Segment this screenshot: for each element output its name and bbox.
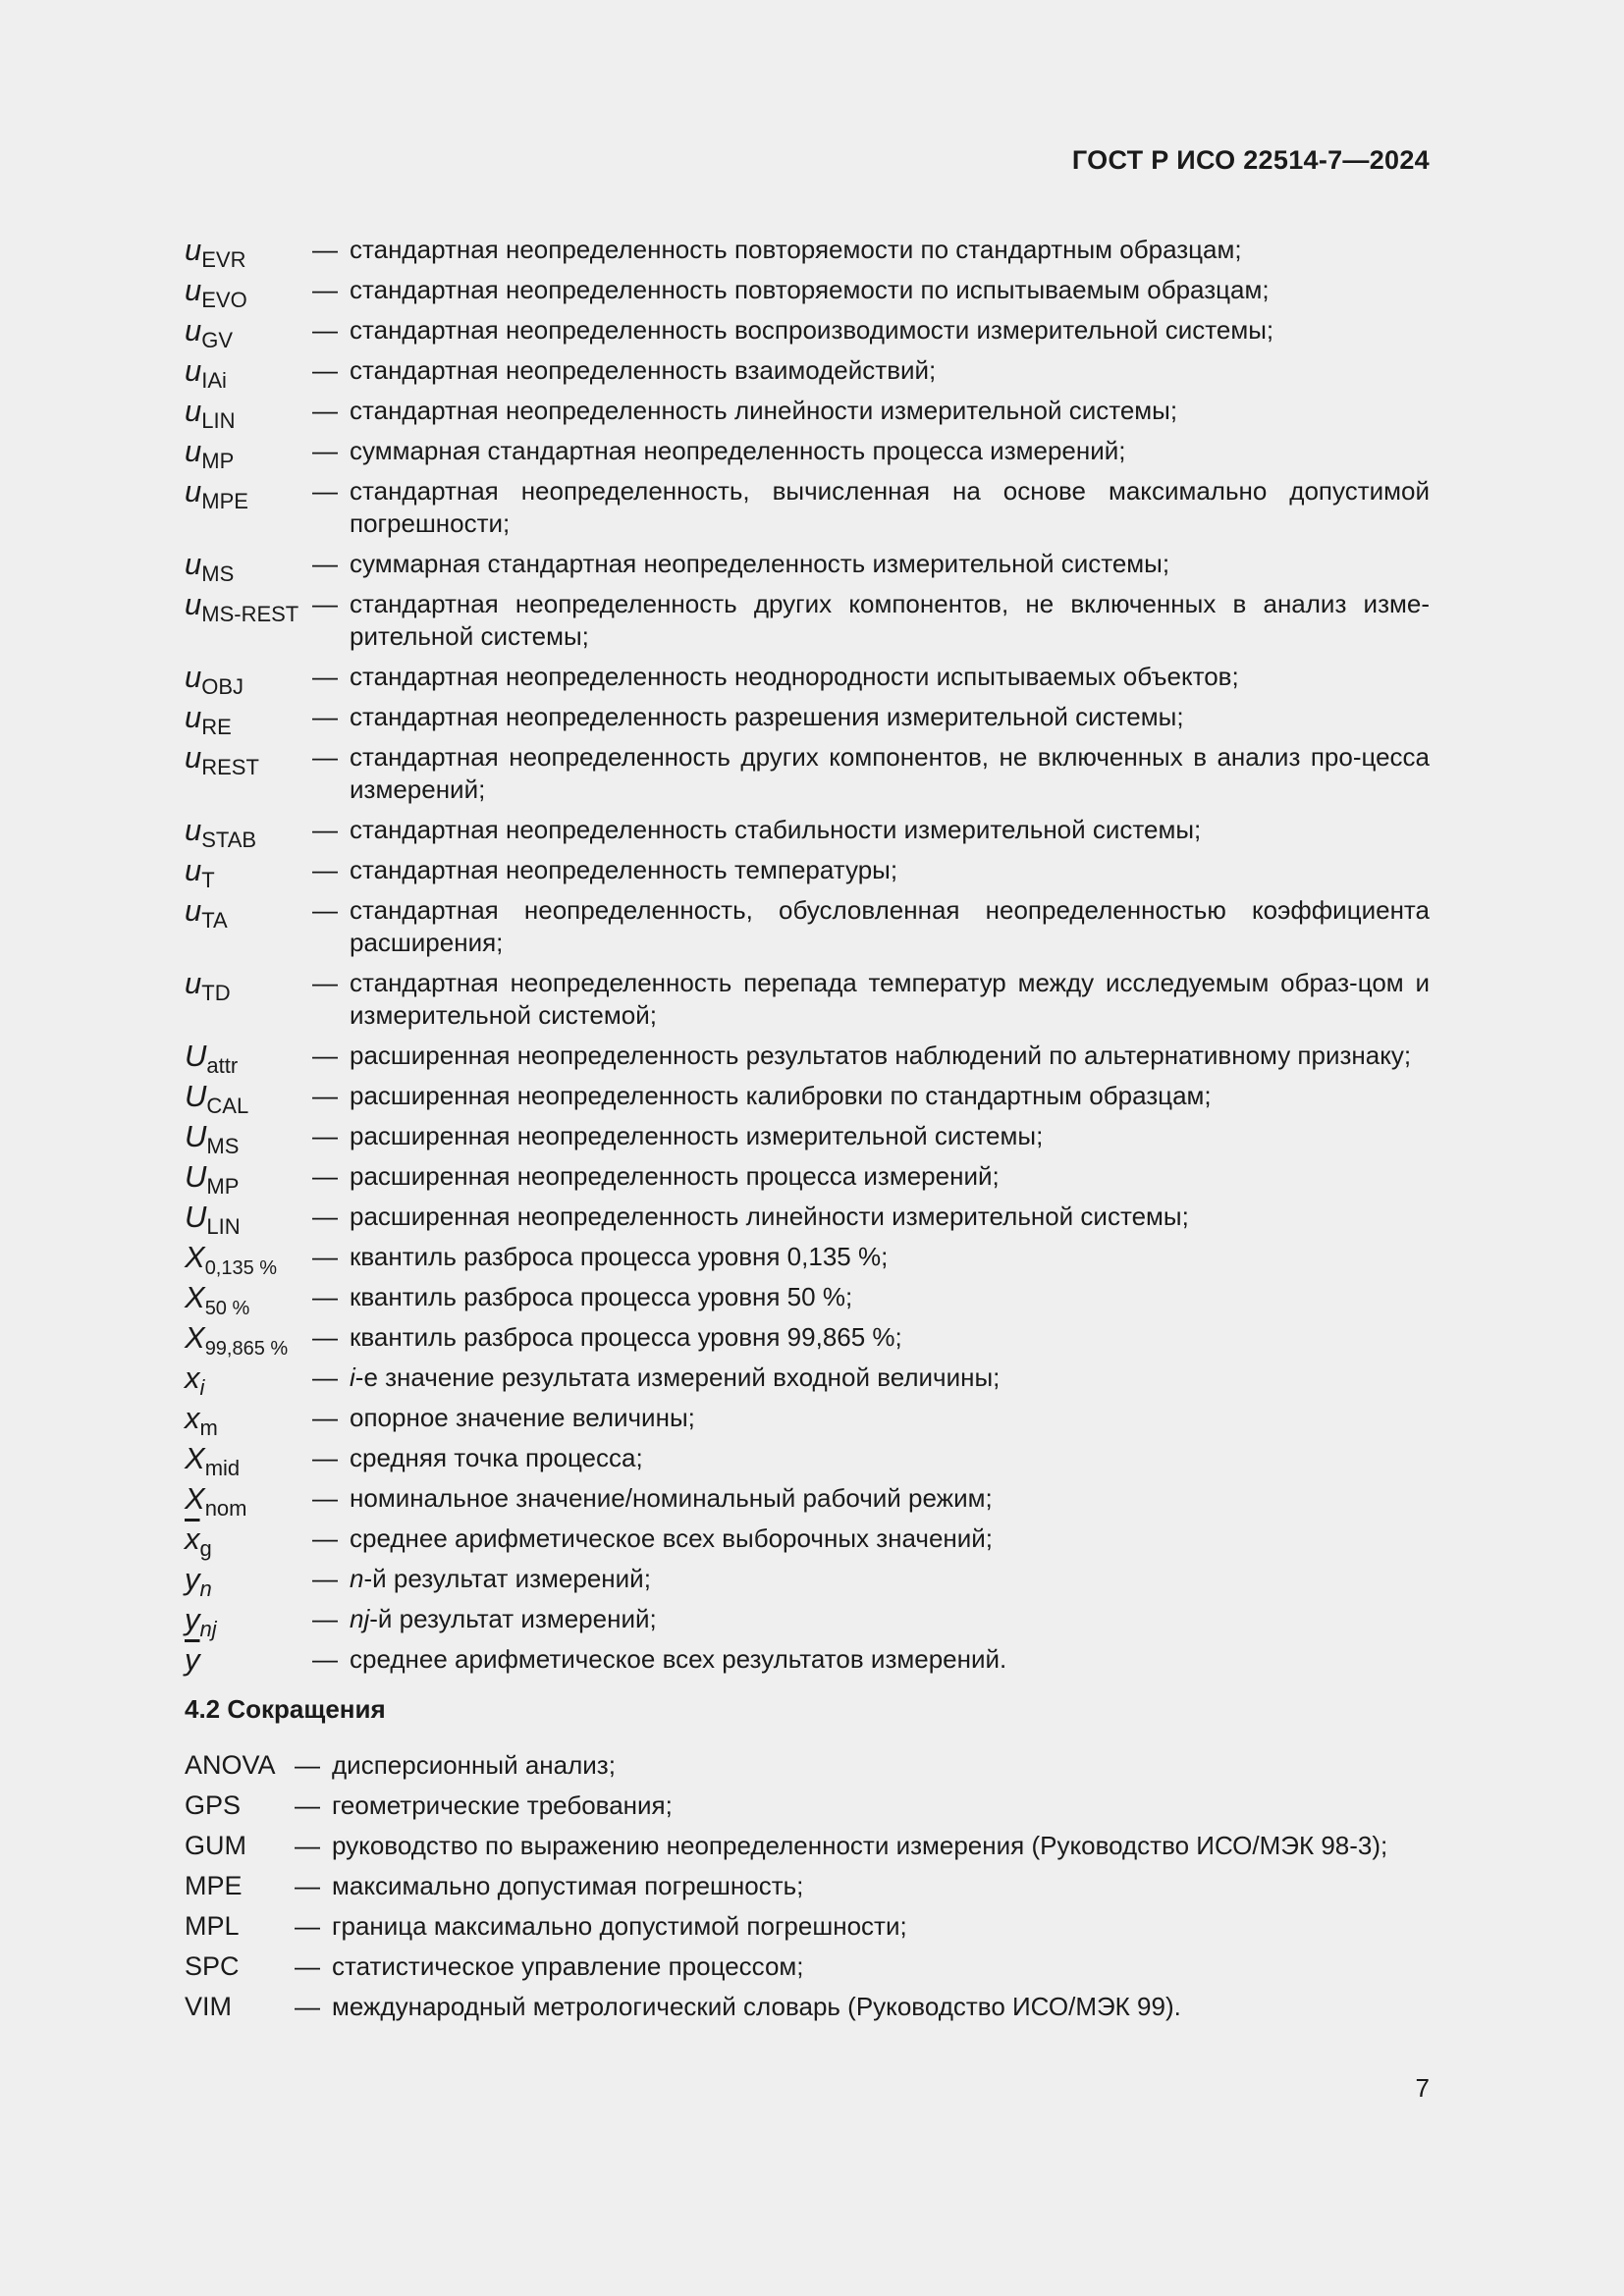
list-item [185, 1159, 1430, 1199]
abbreviation: SPC [185, 1951, 240, 1981]
list-item [185, 894, 1430, 959]
dash: — [312, 355, 338, 385]
dash: — [312, 1483, 338, 1513]
symbol: $U_{MP}$ [185, 1159, 240, 1199]
symbol: $\overline{x}_g$ [185, 1522, 212, 1561]
symbol-description: квантиль разброса процесса уровня 0,135 %; [350, 1242, 889, 1271]
symbol: $u_{MP}$ [185, 434, 235, 473]
dash: — [312, 702, 338, 731]
symbol: $x_m$ [185, 1401, 218, 1440]
abbreviation: VIM [185, 1992, 233, 2021]
list-item [185, 1910, 1441, 1943]
symbol-description: стандартная неопределенность линейности измерительной системы; [350, 396, 1178, 425]
symbol-description: суммарная стандартная неопределенность измерительной системы; [350, 549, 1170, 578]
symbol-description: расширенная неопределенность калибровки по стандартным образцам; [350, 1081, 1212, 1110]
dash: — [312, 1604, 338, 1633]
list-item [185, 1789, 1441, 1822]
list-item [185, 1481, 1430, 1521]
abbreviation-list [185, 1749, 1441, 2031]
list-item [185, 813, 1430, 852]
list-item [185, 1950, 1441, 1983]
list-item [185, 1562, 1430, 1601]
list-item [185, 588, 1430, 653]
symbol: $u_T$ [185, 853, 215, 892]
dash: — [312, 815, 338, 844]
symbol-description: средняя точка процесса; [350, 1443, 643, 1472]
abbreviation-description: граница максимально допустимой погрешности; [332, 1911, 907, 1941]
symbol: $u_{OBJ}$ [185, 660, 244, 699]
symbol-description: стандартная неопределенность повторяемости по испытываемым образцам; [350, 275, 1270, 304]
symbol-description: стандартная неопределенность температуры; [350, 855, 898, 884]
symbol: $X_{mid}$ [185, 1441, 241, 1480]
symbol: $x_i$ [185, 1361, 205, 1400]
abbreviation: GPS [185, 1790, 242, 1820]
abbreviation-description: статистическое управление процессом; [332, 1951, 804, 1981]
symbol: $u_{EVR}$ [185, 233, 246, 272]
abbreviation: MPE [185, 1871, 243, 1900]
symbol-description: n-й результат измерений; [350, 1564, 651, 1593]
symbol-description: i-е значение результата измерений входной величины; [350, 1362, 1001, 1392]
abbreviation-description: максимально допустимая погрешность; [332, 1871, 804, 1900]
symbol: $y_{nj}$ [185, 1602, 217, 1641]
symbol-description: опорное значение величины; [350, 1403, 695, 1432]
list-item [185, 1643, 1430, 1676]
list-item [185, 1991, 1441, 2023]
list-item [185, 1361, 1430, 1400]
dash: — [312, 436, 338, 465]
dash: — [312, 1081, 338, 1110]
symbol: $U_{attr}$ [185, 1039, 239, 1078]
symbol: $u_{GV}$ [185, 313, 234, 352]
list-item [185, 1830, 1441, 1862]
symbol: $X_{nom}$ [185, 1481, 247, 1521]
list-item [185, 741, 1430, 806]
symbol: $u_{IAi}$ [185, 353, 227, 393]
symbol-description: стандартная неопределенность разрешения измерительной системы; [350, 702, 1184, 731]
dash: — [295, 1951, 320, 1981]
abbreviation-description: геометрические требования; [332, 1790, 673, 1820]
symbol: $u_{STAB}$ [185, 813, 257, 852]
symbol: $X_{50 \%}$ [185, 1280, 250, 1319]
list-item [185, 1320, 1430, 1360]
symbol: $\overline{y}$ [185, 1642, 200, 1677]
symbol-description: расширенная неопределенность результатов наблюдений по альтернативному признаку; [350, 1041, 1412, 1070]
abbreviation: GUM [185, 1831, 246, 1860]
section-heading: 4.2 Сокращения [185, 1694, 386, 1724]
dash: — [312, 1201, 338, 1231]
symbol-description: стандартная неопределенность, вычисленная на основе максимально допустимой погрешности; [350, 476, 1430, 538]
symbol: $u_{TD}$ [185, 966, 231, 1005]
dash: — [295, 1911, 320, 1941]
list-item [185, 1401, 1430, 1440]
list-item [185, 353, 1430, 393]
symbol-description: стандартная неопределенность неоднородности испытываемых объектов; [350, 662, 1239, 691]
dash: — [312, 1161, 338, 1191]
symbol: $u_{MPE}$ [185, 474, 248, 513]
list-item [185, 853, 1430, 892]
dash: — [312, 396, 338, 425]
list-item [185, 1079, 1430, 1118]
symbol-description: стандартная неопределенность, обусловленная неопределенностью коэффициента расширения; [350, 895, 1430, 957]
dash: — [312, 1443, 338, 1472]
symbol: $u_{LIN}$ [185, 394, 236, 433]
symbol: $u_{REST}$ [185, 740, 259, 779]
dash: — [312, 235, 338, 264]
symbol-description: стандартная неопределенность перепада температур между исследуемым образ-цом и измерительной системой; [350, 968, 1430, 1030]
dash: — [312, 315, 338, 345]
dash: — [295, 1790, 320, 1820]
dash: — [312, 589, 338, 618]
dash: — [312, 1322, 338, 1352]
symbol: $u_{TA}$ [185, 893, 228, 933]
list-item [185, 313, 1430, 352]
abbreviation-description: дисперсионный анализ; [332, 1750, 616, 1780]
dash: — [312, 476, 338, 506]
symbol: $u_{RE}$ [185, 700, 232, 739]
symbol-description: стандартная неопределенность взаимодействий; [350, 355, 937, 385]
symbol: $U_{LIN}$ [185, 1200, 241, 1239]
abbreviation: MPL [185, 1911, 240, 1941]
symbol-description: nj-й результат измерений; [350, 1604, 657, 1633]
symbol-description: суммарная стандартная неопределенность процесса измерений; [350, 436, 1126, 465]
symbol-description: стандартная неопределенность других компонентов, не включенных в анализ изме-рительной системы; [350, 589, 1430, 651]
symbol-list [185, 234, 1430, 1683]
symbol: $u_{EVO}$ [185, 273, 247, 312]
dash: — [295, 1831, 320, 1860]
dash: — [312, 549, 338, 578]
symbol: $y_n$ [185, 1562, 212, 1601]
symbol-description: стандартная неопределенность стабильности измерительной системы; [350, 815, 1202, 844]
list-item [185, 475, 1430, 540]
symbol-description: расширенная неопределенность измерительной системы; [350, 1121, 1044, 1150]
dash: — [312, 275, 338, 304]
list-item [185, 1280, 1430, 1319]
dash: — [312, 1523, 338, 1553]
symbol-description: номинальное значение/номинальный рабочий режим; [350, 1483, 993, 1513]
dash: — [312, 855, 338, 884]
symbol: $U_{CAL}$ [185, 1079, 249, 1118]
symbol-description: стандартная неопределенность повторяемости по стандартным образцам; [350, 235, 1242, 264]
symbol-description: стандартная неопределенность других компонентов, не включенных в анализ про-цесса измерений; [350, 742, 1430, 804]
dash: — [312, 1041, 338, 1070]
abbreviation: ANOVA [185, 1750, 276, 1780]
symbol: $u_{MS-REST}$ [185, 587, 299, 626]
list-item [185, 1749, 1441, 1782]
symbol-description: квантиль разброса процесса уровня 50 %; [350, 1282, 853, 1311]
list-item [185, 1119, 1430, 1158]
dash: — [312, 1242, 338, 1271]
symbol: $U_{MS}$ [185, 1119, 240, 1158]
list-item [185, 273, 1430, 312]
dash: — [295, 1871, 320, 1900]
symbol-description: квантиль разброса процесса уровня 99,865 %; [350, 1322, 902, 1352]
list-item [185, 1200, 1430, 1239]
page-number: 7 [1415, 2073, 1430, 2103]
symbol: $u_{MS}$ [185, 547, 235, 586]
list-item [185, 233, 1430, 272]
dash: — [312, 1564, 338, 1593]
list-item [185, 547, 1430, 586]
list-item [185, 700, 1430, 739]
symbol-description: среднее арифметическое всех выборочных значений; [350, 1523, 994, 1553]
dash: — [312, 1362, 338, 1392]
abbreviation-description: международный метрологический словарь (Руководство ИСО/МЭК 99). [332, 1992, 1181, 2021]
list-item [185, 1240, 1430, 1279]
list-item [185, 967, 1430, 1032]
symbol-description: стандартная неопределенность воспроизводимости измерительной системы; [350, 315, 1274, 345]
dash: — [312, 1121, 338, 1150]
dash: — [312, 662, 338, 691]
dash: — [295, 1750, 320, 1780]
symbol: $X_{0,135 \%}$ [185, 1240, 278, 1279]
abbreviation-description: руководство по выражению неопределенности измерения (Руководство ИСО/МЭК 98-3); [332, 1831, 1388, 1860]
list-item [185, 1602, 1430, 1641]
symbol: $X_{99,865 \%}$ [185, 1320, 289, 1360]
dash: — [312, 895, 338, 925]
list-item [185, 660, 1430, 699]
list-item [185, 1522, 1430, 1561]
symbol-description: среднее арифметическое всех результатов измерений. [350, 1644, 1007, 1674]
list-item [185, 1441, 1430, 1480]
dash: — [312, 1282, 338, 1311]
dash: — [312, 968, 338, 997]
list-item [185, 1870, 1441, 1902]
dash: — [295, 1992, 320, 2021]
dash: — [312, 1403, 338, 1432]
list-item [185, 1039, 1430, 1078]
symbol-description: расширенная неопределенность линейности измерительной системы; [350, 1201, 1189, 1231]
list-item [185, 394, 1430, 433]
dash: — [312, 742, 338, 772]
standard-header: ГОСТ Р ИСО 22514-7—2024 [1071, 145, 1430, 175]
dash: — [312, 1644, 338, 1674]
symbol-description: расширенная неопределенность процесса измерений; [350, 1161, 1000, 1191]
list-item [185, 434, 1430, 473]
